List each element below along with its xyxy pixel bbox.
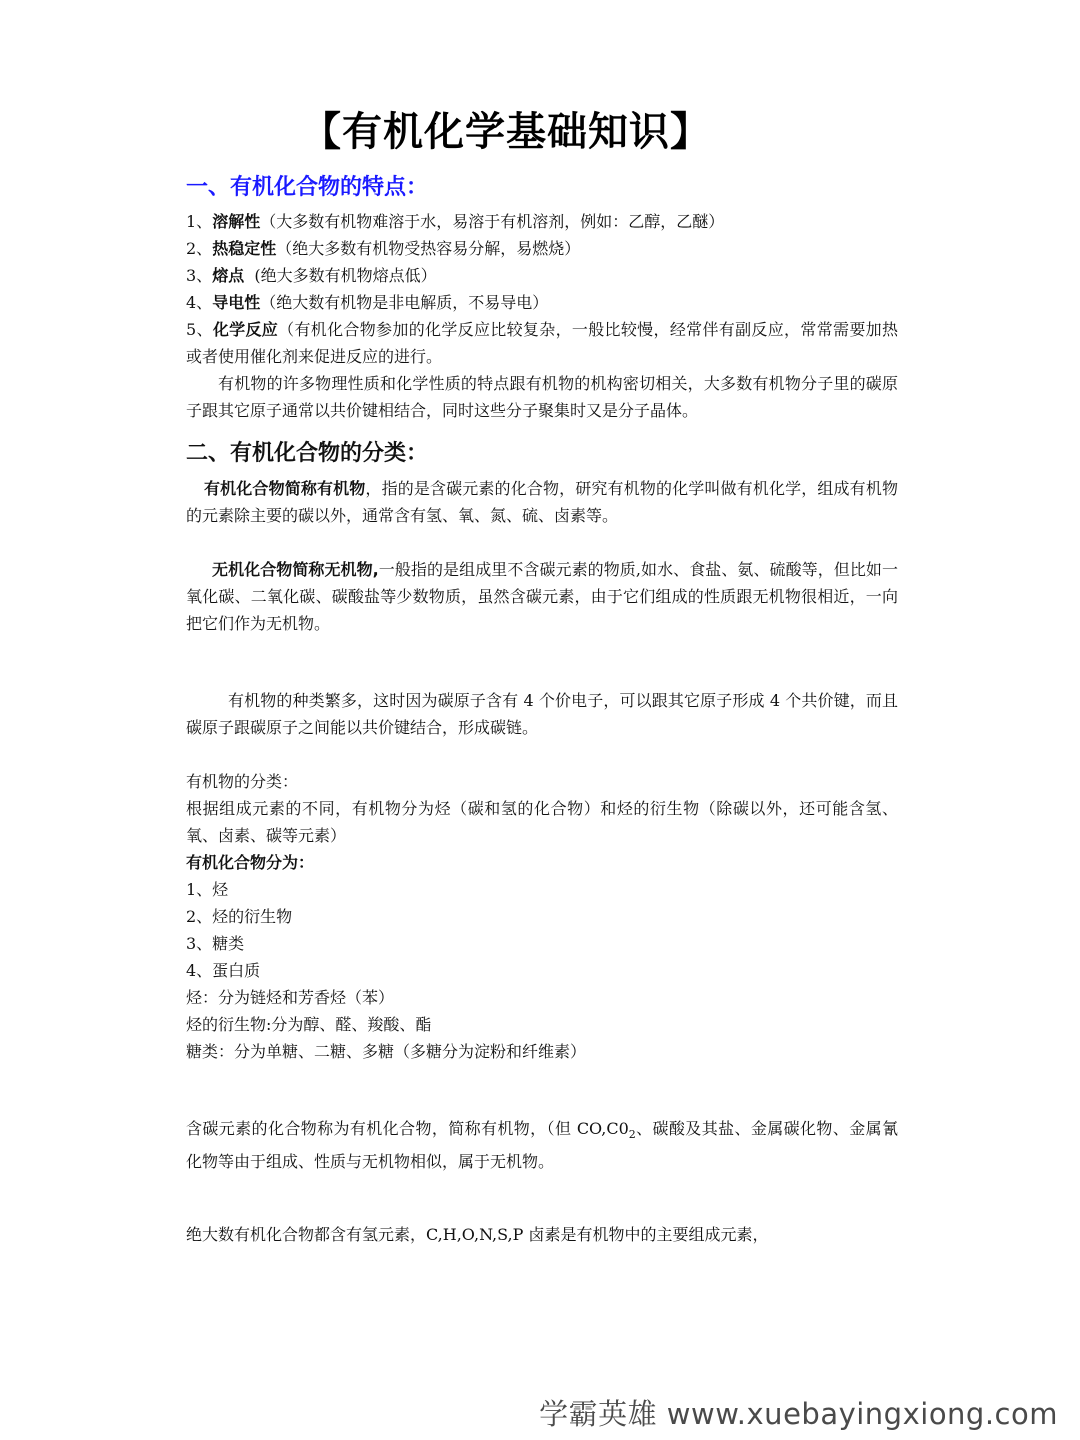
- list-item: 1、烃: [186, 880, 229, 899]
- organic-term: 有机化合物简称有机物: [204, 479, 366, 498]
- list-item: 糖类：分为单糖、二糖、多糖（多糖分为淀粉和纤维素）: [186, 1042, 587, 1061]
- categories-heading: 有机化合物分为：: [186, 853, 315, 872]
- paragraph-main-elements: 绝大数有机化合物都含有氢元素，C,H,O,N,S,P 卤素是有机物中的主要组成元素，: [186, 1225, 769, 1244]
- paragraph-organic-definition: 有机化合物简称有机物，指的是含碳元素的化合物，研究有机物的化学叫做有机化学，组成有机物的元素除主要的碳以外，通常含有氢、氧、氮、硫、卤素等。: [186, 479, 898, 525]
- watermark-text: 学霸英雄 www.xuebayingxiong.com: [539, 1397, 1058, 1431]
- list-item: 4、蛋白质: [186, 961, 261, 980]
- classify-text: 根据组成元素的不同，有机物分为烃（碳和氢的化合物）和烃的衍生物（除碳以外，还可能含氢、氧、卤素、碳等元素）: [186, 799, 898, 845]
- paragraph-carbon-chain: 有机物的种类繁多，这时因为碳原子含有 4 个价电子，可以跟其它原子形成 4 个共价键，而且碳原子跟碳原子之间能以共价键结合，形成碳链。: [186, 691, 898, 737]
- section1-heading: 一、有机化合物的特点：: [186, 175, 429, 200]
- paragraph-inorganic-definition: 无机化合物简称无机物,一般指的是组成里不含碳元素的物质,如水、食盐、氨、硫酸等，但比如一氧化碳、二氧化碳、碳酸盐等少数物质，虽然含碳元素，由于它们组成的性质跟无机物很相近，一向把它们作为无机物。: [186, 560, 898, 633]
- list-item: 2、热稳定性（绝大多数有机物受热容易分解，易燃烧）: [186, 239, 581, 258]
- section1-list: [186, 208, 898, 424]
- list-item: 1、溶解性（大多数有机物难溶于水，易溶于有机溶剂，例如：乙醇，乙醚）: [186, 212, 725, 231]
- page-title: 【有机化学基础知识】: [301, 109, 711, 155]
- list-item: 3、糖类: [186, 934, 245, 953]
- classification-block: [186, 768, 898, 1065]
- paragraph-inorganic-exceptions: 含碳元素的化合物称为有机化合物，简称有机物，（但 $CO,C0_2$、碳酸及其盐、金属碳化物、金属氰化物等由于组成、性质与无机物相似，属于无机物。: [186, 1119, 898, 1172]
- list-item: 5、化学反应（有机化合物参加的化学反应比较复杂，一般比较慢，经常伴有副反应，常常需要加热或者使用催化剂来促进反应的进行。: [186, 320, 898, 366]
- list-item: 烃的衍生物:分为醇、醛、羧酸、酯: [186, 1015, 432, 1034]
- section2-heading: 二、有机化合物的分类：: [186, 441, 429, 466]
- classify-label: 有机物的分类：: [186, 772, 299, 791]
- list-item: 2、烃的衍生物: [186, 907, 293, 926]
- list-item: 烃：分为链烃和芳香烃（苯）: [186, 988, 395, 1007]
- section1-paragraph: 有机物的许多物理性质和化学性质的特点跟有机物的机构密切相关，大多数有机物分子里的碳原子跟其它原子通常以共价键相结合，同时这些分子聚集时又是分子晶体。: [186, 374, 898, 420]
- inorganic-term: 无机化合物简称无机物,: [212, 560, 379, 579]
- list-item: 4、导电性（绝大数有机物是非电解质，不易导电）: [186, 293, 549, 312]
- list-item: 3、熔点 (绝大多数有机物熔点低）: [186, 266, 437, 285]
